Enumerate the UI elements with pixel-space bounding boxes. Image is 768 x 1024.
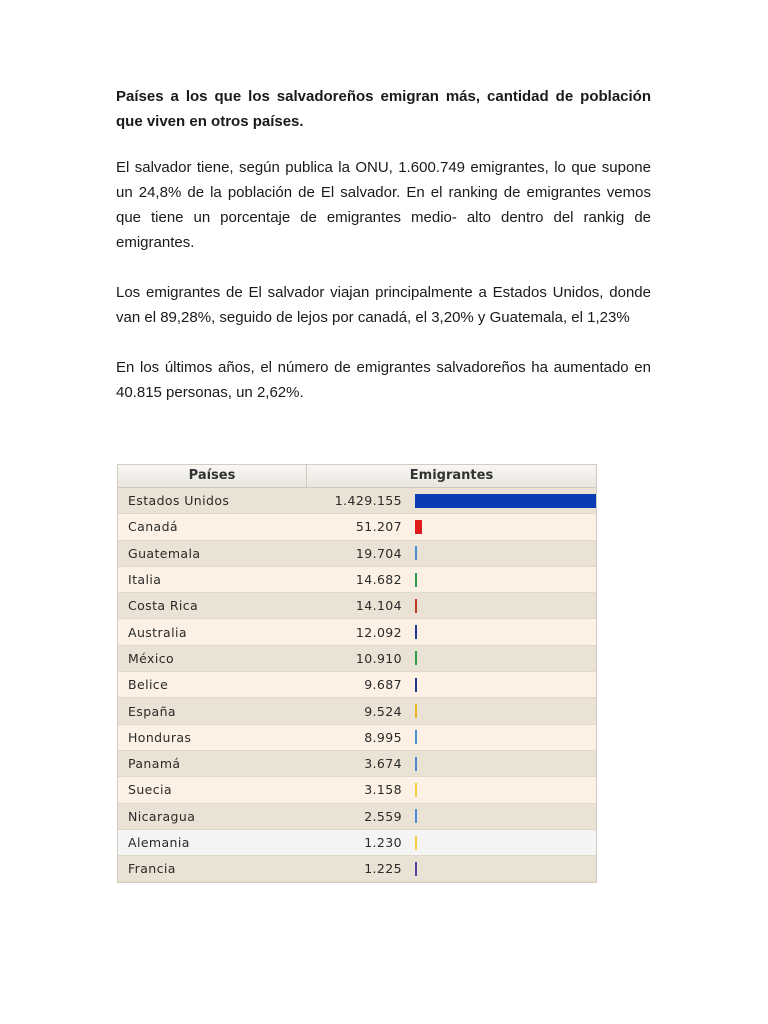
column-header-countries: Países <box>118 465 307 487</box>
cell-bar <box>415 782 596 798</box>
cell-country: España <box>128 703 176 719</box>
emigrants-bar <box>415 730 417 744</box>
cell-country: Costa Rica <box>128 598 199 614</box>
column-header-emigrants: Emigrantes <box>409 468 494 483</box>
emigrants-bar <box>415 651 417 665</box>
emigrants-bar <box>415 809 417 823</box>
cell-bar <box>415 545 596 561</box>
cell-country: México <box>128 650 175 666</box>
cell-emigrants-value: 1.230 <box>364 835 402 850</box>
cell-country: Australia <box>128 624 187 640</box>
cell-emigrants-value: 1.429.155 <box>334 493 402 509</box>
cell-country: Panamá <box>128 756 181 772</box>
cell-bar <box>415 861 596 877</box>
table-row <box>118 541 596 567</box>
cell-bar <box>415 624 596 640</box>
cell-country: Belice <box>128 677 169 693</box>
cell-emigrants-value: 51.207 <box>355 519 402 535</box>
cell-emigrants-value: 9.524 <box>364 703 402 719</box>
paragraph-emigrant-total: El salvador tiene, según publica la ONU, 1.600.749 emigrantes, lo que supone un 24,8% de la población de El salvador. En el ranking de emigrantes vemos que tiene un porcentaje de emigrantes medio- alto dentro del rankig de emigrantes. <box>116 159 651 251</box>
cell-bar <box>415 519 596 535</box>
cell-emigrants-value: 8.995 <box>364 729 402 745</box>
cell-country: Italia <box>128 572 162 588</box>
table-row <box>118 725 596 751</box>
table-row <box>118 856 596 882</box>
emigrants-bar <box>415 862 417 876</box>
cell-bar <box>415 729 596 745</box>
table-body <box>118 488 596 882</box>
cell-bar <box>415 650 596 666</box>
cell-emigrants-value: 1.225 <box>364 861 402 877</box>
cell-country: Canadá <box>128 519 178 535</box>
emigrants-bar <box>415 783 417 797</box>
cell-country: Guatemala <box>128 545 201 561</box>
table-row <box>118 567 596 593</box>
cell-bar <box>415 572 596 588</box>
table-row <box>118 488 596 514</box>
cell-bar <box>415 677 596 693</box>
cell-bar <box>415 756 596 772</box>
cell-emigrants-value: 3.674 <box>364 756 402 772</box>
table-row <box>118 593 596 619</box>
table-row <box>118 672 596 698</box>
cell-emigrants-value: 14.682 <box>355 572 402 588</box>
cell-emigrants-value: 14.104 <box>355 598 402 614</box>
emigrants-bar <box>415 520 422 534</box>
cell-emigrants-value: 12.092 <box>355 624 402 640</box>
cell-emigrants-value: 2.559 <box>364 808 402 824</box>
cell-emigrants-value: 10.910 <box>355 650 402 666</box>
cell-bar <box>415 493 596 509</box>
document-body <box>116 84 651 430</box>
table-row <box>118 514 596 540</box>
cell-country: Estados Unidos <box>128 493 230 509</box>
table-row <box>118 830 596 856</box>
emigrants-bar <box>415 494 596 508</box>
cell-emigrants-value: 9.687 <box>364 677 402 693</box>
emigrants-bar <box>415 836 417 850</box>
table-row <box>118 619 596 645</box>
emigrants-bar <box>415 599 417 613</box>
table-row <box>118 646 596 672</box>
table-header <box>118 465 596 488</box>
emigrants-bar <box>415 625 417 639</box>
paragraph-destinations: Los emigrantes de El salvador viajan principalmente a Estados Unidos, donde van el 89,28%, seguido de lejos por canadá, el 3,20% y Guatemala, el 1,23% <box>116 284 651 326</box>
emigrants-bar <box>415 678 417 692</box>
emigrants-bar <box>415 546 417 560</box>
cell-emigrants-value: 3.158 <box>364 782 402 798</box>
cell-bar <box>415 703 596 719</box>
cell-country: Honduras <box>128 729 192 745</box>
table-row <box>118 751 596 777</box>
emigrants-bar <box>415 573 417 587</box>
emigrants-table <box>117 464 597 883</box>
cell-country: Nicaragua <box>128 808 196 824</box>
paragraph-growth: En los últimos años, el número de emigrantes salvadoreños ha aumentado en 40.815 personas, un 2,62%. <box>116 359 651 401</box>
table-row <box>118 804 596 830</box>
cell-bar <box>415 598 596 614</box>
cell-bar <box>415 835 596 851</box>
cell-emigrants-value: 19.704 <box>355 545 402 561</box>
table-row <box>118 698 596 724</box>
emigrants-bar <box>415 704 417 718</box>
cell-country: Francia <box>128 861 176 877</box>
document-heading: Países a los que los salvadoreños emigran más, cantidad de población que viven en otros países. <box>116 88 651 130</box>
cell-bar <box>415 808 596 824</box>
cell-country: Suecia <box>128 782 172 798</box>
table-row <box>118 777 596 803</box>
cell-country: Alemania <box>128 835 190 850</box>
emigrants-bar <box>415 757 417 771</box>
